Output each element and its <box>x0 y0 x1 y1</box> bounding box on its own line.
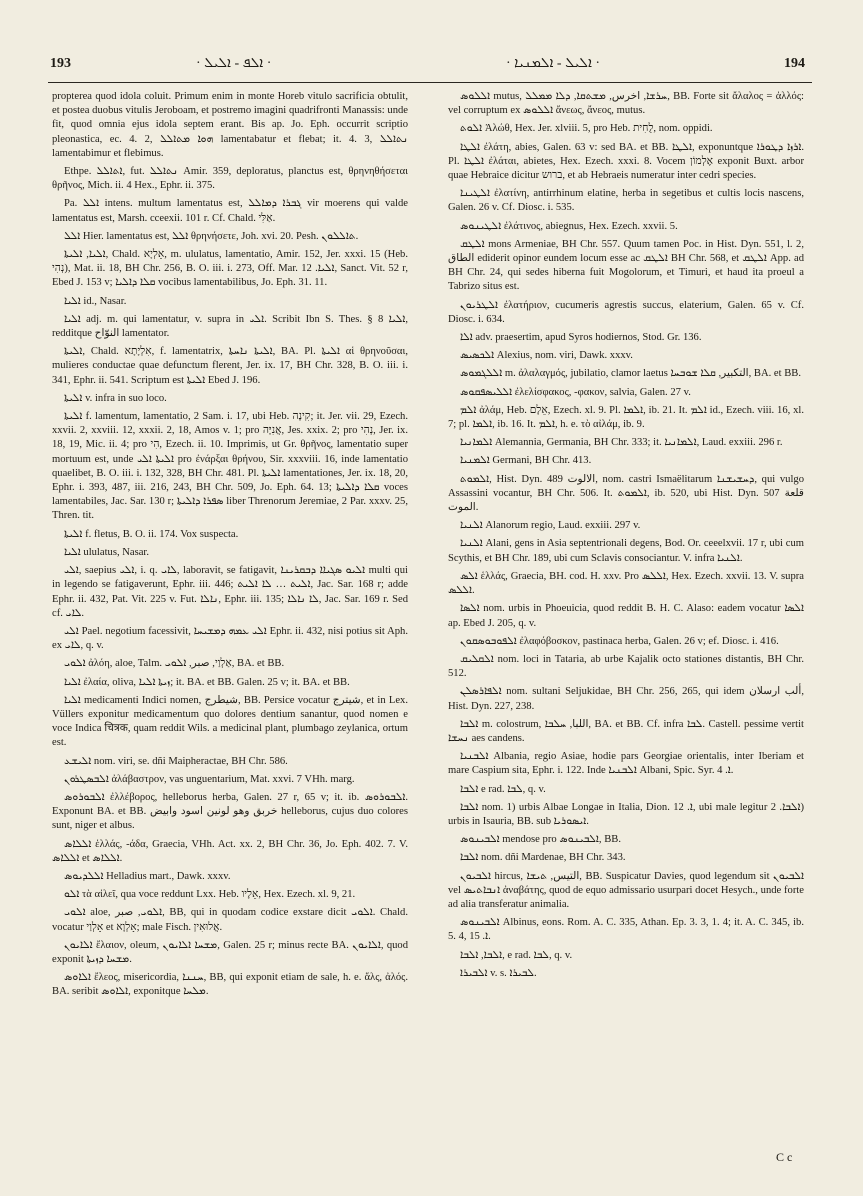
entry-paragraph: ܐܠܒܐ m. colostrum, اللبا, ܚܠܒܐ, BA. et BB. Cf. infra ܠܒܐ. Castell. pessime vertit ܢܚܫܐ aes candens. <box>448 718 804 744</box>
entry-paragraph: ܐܠܠܘܣ mutus, ܚܪܫܐ, اخرس, ܡܫܬܩܐ, ܕܠܐ ܡܡܠܠ, BB. Forte sit ἄλαλος = ἀλλός: vel corruptum ex ܐܠܠܘܣ ἄνεως, ἄνεος, mutus. <box>448 91 804 117</box>
entry-paragraph: ܐܠܒܐ e rad. ܠܒܐ, q. v. <box>460 783 546 795</box>
entry-paragraph: ܐܠܠܝܣܦܩܘܣ ἐλελίσφακος, -φακον, salvia, Galen. 27 v. <box>460 386 691 398</box>
left-running-title: · ܐܠܦ - ܐܠܝܠ · <box>196 56 272 71</box>
left-page-number: 193 <box>50 56 71 71</box>
entry-paragraph: ܐܠܝܐ ἐλαία, oliva, ܙܝܬܐ ܐܠܝܐ; it. BA. et BB. Galen. 25 v; it. BA. et BB. <box>64 676 350 688</box>
entry-paragraph: ܐܠܐ adv. praesertim, apud Syros hodiernos, Stod. Gr. 136. <box>460 332 702 344</box>
entry-paragraph: ܐܠܒܝܢܘܣ mendose pro ܐܠܒܝܢܘܣ, BB. <box>460 834 621 846</box>
header-rule <box>48 82 812 83</box>
entry-paragraph: ܐܠܒܐ nom. dñi Mardenae, BH Chr. 343. <box>460 852 626 864</box>
entry-paragraph: ܐܠܘܝ ἀλόη, aloe, Talm. אַלְוַי, صبر, ܐܠܘܝ, BA. et BB. <box>64 658 285 670</box>
entry-paragraph: ܐܠܠܐܣ ἑλλάς, -άδα, Graecia, VHh. Act. xx. 2, BH Chr. 36, Jo. Eph. 402. 7. V. ܐܠܠܐܣ et ܐܠܠܐܣ. <box>52 838 408 864</box>
entry-paragraph: ܐܠܦܐܪܣܠܢ nom. sultani Seljukidae, BH Chr. 256, 265, qui idem ألب ارسلان, Hist. Dyn. 227, 238. <box>448 686 804 712</box>
entry-paragraph: ܐܠܒܢܝܐ Albania, regio Asiae, hodie pars Georgiae orientalis, inter Iberiam et mare Caspium sita, Ephr. i. 122. Inde ܐܠܒܢܝܐ Albani, Spic. Syr. ܐ. 4. <box>448 751 804 777</box>
entry-paragraph: ܐܠܣ ἑλλάς, Graecia, BH. cod. H. xxv. Pro ܐܠܠܣ, Hex. Ezech. xxvii. 13. V. supra ܐܠܠܣ. <box>448 570 805 597</box>
right-running-title: · ܐܠܝܠ - ܐܠܡܢܝܐ · <box>506 56 601 71</box>
entry-paragraph: ܐܠܡܢܝܐ Germani, BH Chr. 413. <box>460 455 592 467</box>
left-column <box>52 90 408 1004</box>
entry-paragraph: ܐܠܠ Hier. lamentatus est, ܐܠܠ θρηνήσετε, Joh. xvi. 20. Pesh. ܬܐܠܠܘܢ. <box>64 230 359 242</box>
entry-paragraph: ܐܠܒܐ nom. 1) urbis Albae Longae in Italia, Dion. ܐ. 12, ubi male legitur ܐܠܒܐ. 2) urbis in Isauria, BB. sub ܐܝܣܘܪܝܐ. <box>448 801 804 827</box>
right-column <box>448 90 804 985</box>
entry-paragraph: ܐܠܐܘܣ ἔλεος, misericordia, ܚܢܢܐ, BB, qui exponit etiam de sale, h. e. ἅλς, ἀλός. BA. seribit ܐܠܐܘܣ, exponitque ܡܠܚܐ. <box>52 972 409 998</box>
entry-paragraph: ܐܠܠܕܝܘܣ Helladius mart., Dawk. xxxv. <box>64 870 231 882</box>
right-page-number: 194 <box>784 56 805 71</box>
entry-paragraph: ܐܠܝ Pael. negotium facessivit, ܐܠܝ ܥܡܗ ܕܡܫܝܚܐ Ephr. ii. 432, nisi potius sit Aph. ex ܠܐܝ, q. v. <box>52 625 409 652</box>
entry-paragraph: ܐܠܛܝܢܘܣ ἐλάτινος, abiegnus, Hex. Ezech. xxvii. 5. <box>460 220 678 232</box>
entry-paragraph: ܐܠܛܪܝܘܢ ἐλατήριον, cucumeris agrestis succus, elaterium, Galen. 65 v. Cf. Diosc. i. 634. <box>448 299 804 325</box>
entry-paragraph: Ethpe. ܐܬܐܠܠ, fut. ܢܬܐܠܠ Amir. 359, deploratus, planctus est, θρηνηθήσεται θρῆνος, Mich. ii. 4 Hex., Ephr. ii. 375. <box>52 166 408 192</box>
entry-paragraph: ܐܠܒܣܛܪܘܢ ἀλάβαστρον, vas unguentarium, Mat. xxvi. 7 VHh. marg. <box>64 773 355 785</box>
entry-paragraph: ܐܠܘ τὰ αἰλεῖ, qua voce reddunt Lxx. Heb. אֵלָיו, Hex. Ezech. xl. 9, 21. <box>64 889 356 901</box>
entry-paragraph: ܐܠܘܝ aloe, ܐܠܘܝ, صبر, BB, qui in quodam codice exstare dicit ܐܠܘܝ. Chald. vocatur אָלְוַי et אָלְוָא; male Fisch. אֲלוּאִין. <box>52 907 408 933</box>
entry-paragraph: ܐܠܝܐ medicamenti Indici nomen, شيطرج, BB. Persice vocatur شيترج, et in Lex. Vüllers exponitur medicamentum quo dolores dentium sanantur, quod nomen e voce Indica चित्रक, quam reddit Wils. a medicinal plant, plumbago zeylanica, ortum est. <box>52 694 408 749</box>
entry-paragraph: ܐܠܢܝܐ Alani, gens in Asia septentrionali degens, Bod. Or. ceeelxvii. 17 r, ubi cum Scythis, et BH Chr. 189, ubi cum Sclavis consociantur. V. infra ܐܠܢܝܐ. <box>448 538 804 564</box>
entry-paragraph: ܐܠܛܝܢܐ ἐλατίνη, antirrhinum elatine, herba in segetibus et cultis locis nascens, Galen. 26 v. Cf. Diosc. i. 535. <box>448 188 804 214</box>
entry-paragraph: ܐܠܩܠܝܩ nom. loci in Tataria, ab urbe Kajalik octo stationes distantis, BH Chr. 512. <box>448 653 804 680</box>
signature-mark: C c <box>776 1150 793 1164</box>
entry-paragraph: ܐܠܝܐ id., Nasar. <box>64 295 127 307</box>
entry-paragraph: ܐܠܒܝܢܘܣ Albinus, eons. Rom. A. C. 335, Athan. Ep. 3. 3, 1. 4; it. A. C. 345, ib. 5. 4, ܐ. 15. <box>448 917 804 943</box>
entry-paragraph: propterea quod idola coluit. Primum enim in monte Horeb vitulo sacrificia obtulit, et postea duobus vitulis Jeroboam, et postremo imagini quadrifronti Manassis: unde fit, quod omnia ejus idola septem erant. Bis ap. Jo. Eph. occurrit scriptio pleonastica, ec. 4. 2, ܗܘܐ ܡܬܐܠܠ lamentabatur et flebat; it. 4. 3, ܢܬܐܠܠ lamentabimur et flebimus. <box>52 91 409 159</box>
entry-paragraph: ܐܠܠܓܡܘܣ m. ἀλαλαγμός, jubilatio, clamor laetus التكبير, ܩܠܐ ܫܘܒܚܐ, BA. et BB. <box>460 368 802 380</box>
entry-paragraph: ܐܠܐܝܘܢ ἔλαιον, oleum, ܡܫܚܐ ܐܠܐܝܘܢ, Galen. 25 r; minus recte BA. ܐܠܐܝܘܢ, quod exponit ܡܫܚܐ ܕܙܝܬܐ. <box>52 939 409 965</box>
entry-paragraph: ܐܠܝܬܐ v. infra in suo loco. <box>64 392 167 404</box>
entry-paragraph: ܐܠܝܫܥ nom. viri, se. dñi Maipheractae, BH Chr. 586. <box>64 755 288 767</box>
entry-paragraph: ܐܠܡ ἀλάμ, Heb. אֵלָם, Ezech. xl. 9. Pl. ܐܠܡܐ, ib. 21. It. ܐܠܡ id., Ezech. viii. 16, xl. 7; pl. ܐܠܡܐ, ib. 16. It. ܐܠܡ, h. e. τὸ αἰλάμ, ib. 9. <box>448 404 805 431</box>
entry-paragraph: ܐܠܡܘܬ, Hist. Dyn. 489 الالوت, nom. castri Ismaëlitarum ܕܚܫܝܫܢܐ, qui vulgo Assassini vocantur, BH Chr. 506. It. ܐܠܡܘܬ, ib. 520, ubi Hist. Dyn. 507 قلعة الموت. <box>448 473 804 514</box>
entry-paragraph: Pa. ܐܠܠ intens. multum lamentatus est, ܓܒܪܐ ܕܡܐܠܠ vir moerens qui valde lamentatus est, Marsh. cceexii. 101 r. Cf. Chald. אַלִּי. <box>52 198 409 224</box>
entry-paragraph: ܐܠܒܝܪܐ v. s. ܠܒܝܪܐ. <box>460 967 537 979</box>
entry-paragraph: ܐܠܡܐܢܝܐ Alemannia, Germania, BH Chr. 333; it. ܐܠܡܐܢܝܐ, Laud. exxiii. 296 r. <box>460 437 783 449</box>
entry-paragraph: ܐܠܟܣܝܣ Alexius, nom. viri, Dawk. xxxv. <box>460 350 633 362</box>
entry-paragraph: ܐܠܝܬܐ f. lamentum, lamentatio, 2 Sam. i. 17, ubi Heb. קִינָה; it. Jer. vii. 29, Ezech. xxvii. 2, xxviii. 12, xxxii. 2, 18, Amos v. 1; pro אֲנִיָּה, Jes. xxix. 2; pro נְהִי, Jer. ix. 18, 19, Mic. ii. 4; pro הִי, Ezech. ii. 10. Imprimis, ut Gr. θρῆνος, lamentatio super mortuum est, unde ܐܠܝܬܐ ܐܠܝ pro ἐνάρξαι θρήνου, Sir. xxxviii. 16, inde lamentatio quaelibet, B. O. iii. i. 132, 328, BH Chr. 481. Pl. ܐܠܝܬܐ lamentationes, Jer. ix. 18, 20, Ephr. i. 393, 487, iii. 216, 243, BH Chr. 509, Jo. Eph. 64. 13; ܩܠܐ ܕܐܠܝܬܐ voces lamentabiles, Jac. Sar. 130 r; ܣܦܪܐ ܕܐܠܝܬܐ liber Threnorum Jeremiae, 2 Par. xxxv. 25, Thren. tit. <box>52 411 409 522</box>
entry-paragraph: ܐܠܛܩ mons Armeniae, BH Chr. 557. Quum tamen Poc. in Hist. Dyn. 551, l. 2, الطاق ediderit opinor eundem locum esse ac ܐܠܛܩ BH Chr. 568, et ܐܠܛܩ App. ad BH Chr. 24, qui sedes hiberna fuit Mogolorum, et Timuri, et haud ita proeul a Tabrizo situs est. <box>448 238 804 293</box>
entry-paragraph: ܐܠܒܐ, ܐܠܒܐ, e rad. ܠܒܐ, q. v. <box>460 949 573 961</box>
entry-paragraph: ܐܠܝ, saepius ܐܠܝ, i. q. ܠܐܝ, laboravit, se fatigavit, ܐܠܝܘ ܣܓܝܐܐ ܕܒܩܪܝܢܐ multi qui in legendo se fatigaverunt, Ephr. iii. 446; ܐܠܝܬ … ܠܐ ܐܠܝܬ, Jac. Sar. 168 r; adde Ephr. ii. 432, Pat. Vit. 225 v. Fut. ܢܐܠܐ, Ephr. iii. 135; ܠܐ ܢܐܠܐ, Jac. Sar. 169 r. Sed cf. ܠܐܝ. <box>52 565 409 619</box>
entry-paragraph: ܐܠܘܬ Ἀλώθ, Hex. Jer. xlviii. 5, pro Heb. לֻחִית, nom. oppidi. <box>460 123 713 135</box>
entry-paragraph: ܐܠܝܐ adj. m. qui lamentatur, v. supra in ܐܠܝ. Scribit Ibn S. Thes. § 8 ܐܠܝܐ, redditque النوّاح lamentator. <box>52 313 408 340</box>
entry-paragraph: ܐܠܝܬܐ f. fletus, B. O. ii. 174. Vox suspecta. <box>64 528 239 540</box>
entry-paragraph: ܐܠܣܐ nom. urbis in Phoeuicia, quod reddit B. H. C. Alaso: eadem vocatur ܐܠܣܐ ap. Ebed J. 205, q. v. <box>448 603 804 629</box>
entry-paragraph: ܐܠܝܐ, ܐܠܝܬܐ, Chald. אֵלְיָא, m. ululatus, lamentatio, Amir. 152, Jer. xxxi. 15 (Heb. נְהִי), Mat. ii. 18, BH Chr. 256, B. O. iii. i. 273, Off. Mar. ܐܠܝܐ. 12, Sanct. Vit. 52 r, Ebed J. 153 v; ܩܠܐ ܕܐܠܝܐ vocibus lamentabilibus, Jo. Eph. 31. 11. <box>52 249 409 289</box>
entry-paragraph: ܐܠܝܬܐ, Chald. אִלְיָתָא, f. lamentatrix, ܐܠܝܬܐ ܢܐܚܬܐ, BA. Pl. ܐܠܝܬܐ αἱ θρηνοῦσαι, mulieres conductae quae defunctum flerent, Jer. ix. 17, BH Chr. 328, B. O. iii. i. 341, Ephr. ii. 541. Scriptum est ܐܠܝܬܐ Ebed J. 196. <box>52 346 408 386</box>
entry-paragraph: ܐܠܢܝܐ Alanorum regio, Laud. exxiii. 297 v. <box>460 520 641 532</box>
entry-paragraph: ܐܠܒܘܪܘܣ ἐλλέβορος, helleborus herba, Galen. 27 r, 65 v; it. ib. ܐܠܒܘܪܘܣ. Exponunt BA. et BB. خربق وهو لونين اسود وابيض helleborus, cujus duo colores sunt, niger et albus. <box>52 791 408 832</box>
entry-paragraph: ܐܠܝܐ ululatus, Nasar. <box>64 546 150 558</box>
entry-paragraph: ܐܠܦܘܒܘܣܩܘܢ ἐλαφόβοσκον, pastinaca herba, Galen. 26 v; ef. Diosc. i. 416. <box>460 635 779 647</box>
entry-paragraph: ܐܠܒܝܘܢ hircus, التيس, ܬܝܫܐ, BB. Suspicatur Davies, quod legendum sit ܐܠܒܝܘܢ vel ܐܢܒܐܬܝܣ ἀναβάτης, quod de equo admissario usurpari docet Hesych., unde forte ad alia transferatur animalia. <box>448 870 804 910</box>
entry-paragraph: ܐܠܛܐ ἐλάτη, abies, Galen. 63 v: sed BA. et BB. ܐܠܛܐ, exponuntque ܐܪܙܐ ܕܛܘܪܐ. Pl. ܐܠܛܐ ἐλάται, abietes, Hex. Ezech. xxxi. 8. Vocem אֶלְמוֹן exponit Buxt. arbor quae Hebraice dicitur ברוש, et ab Hebraeis numeratur inter cedri species. <box>448 141 805 182</box>
